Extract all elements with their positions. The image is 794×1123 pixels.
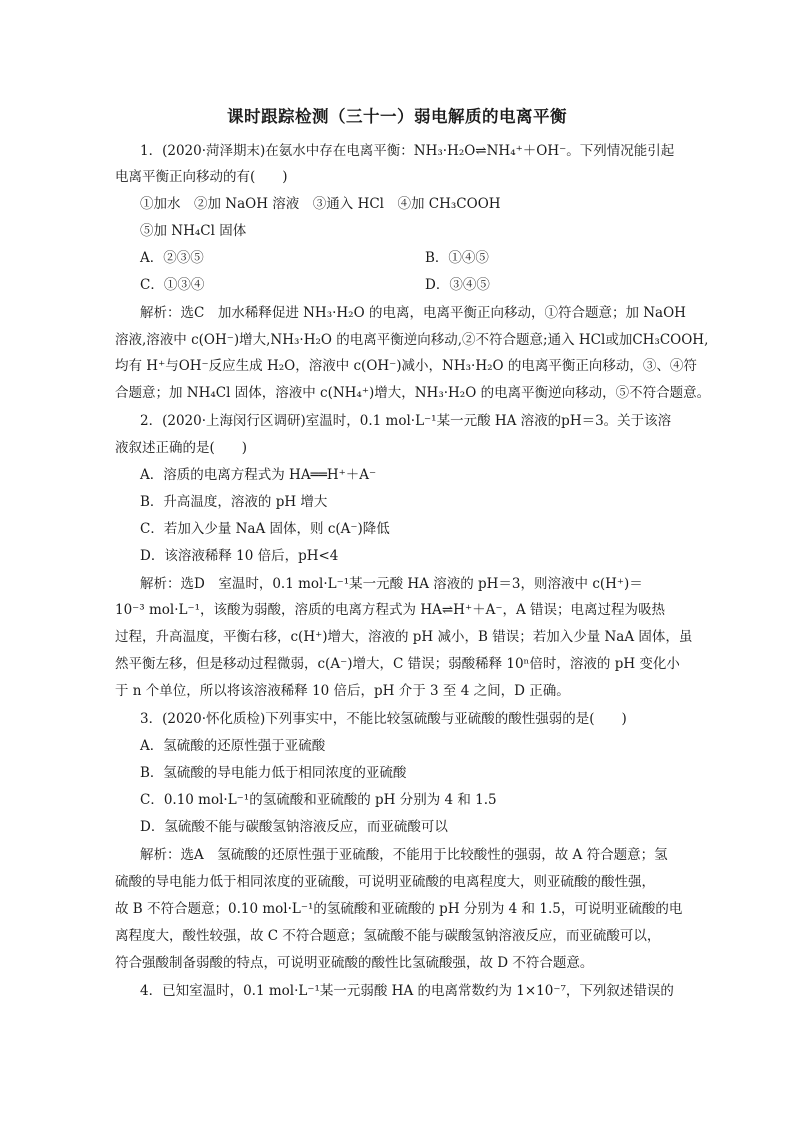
q1-analysis-line-3: 均有 H⁺与OH⁻反应生成 H₂O，溶液中 c(OH⁻)减小，NH₃·H₂O 的电离平衡正向移动，③、④符	[115, 358, 697, 374]
q2-stem-line-1: 2．(2020·上海闵行区调研)室温时，0.1 mol·L⁻¹某一元酸 HA 溶液的pH＝3。关于该溶	[140, 413, 672, 429]
q3-analysis-line-3: 故 B 不符合题意；0.10 mol·L⁻¹的氢硫酸和亚硫酸的 pH 分别为 4 和 1.5，可说明亚硫酸的电	[115, 901, 683, 917]
q1-option-c: C．①③④	[140, 277, 205, 293]
q1-option-b: B．①④⑤	[425, 250, 489, 266]
q3-option-a: A．氢硫酸的还原性强于亚硫酸	[140, 738, 326, 754]
q1-option-a: A．②③⑤	[140, 250, 204, 266]
q1-items-line-1: ①加水 ②加 NaOH 溶液 ③通入 HCl ④加 CH₃COOH	[140, 196, 501, 212]
q1-stem-line-2: 电离平衡正向移动的有( )	[115, 169, 288, 185]
q2-option-c: C．若加入少量 NaA 固体，则 c(A⁻)降低	[140, 521, 390, 537]
q2-stem-line-2: 液叙述正确的是( )	[115, 440, 248, 456]
q3-stem-line-1: 3．(2020·怀化质检)下列事实中，不能比较氢硫酸与亚硫酸的酸性强弱的是( )	[140, 711, 627, 727]
q2-analysis-line-2: 10⁻³ mol·L⁻¹，该酸为弱酸，溶质的电离方程式为 HA⇌H⁺＋A⁻，A 错误；电离过程为吸热	[115, 602, 665, 618]
q1-stem-line-1: 1．(2020·菏泽期末)在氨水中存在电离平衡：NH₃·H₂O⇌NH₄⁺＋OH⁻。下列情况能引起	[140, 143, 675, 159]
q3-analysis-line-2: 硫酸的导电能力低于相同浓度的亚硫酸，可说明亚硫酸的电离程度大，则亚硫酸的酸性强，	[115, 874, 655, 890]
q1-option-d: D．③④⑤	[425, 277, 490, 293]
q2-option-d: D．该溶液稀释 10 倍后，pH<4	[140, 548, 339, 564]
q3-analysis-line-1: 解析：选A 氢硫酸的还原性强于亚硫酸，不能用于比较酸性的强弱，故 A 符合题意；氢	[140, 847, 668, 863]
q3-option-b: B．氢硫酸的导电能力低于相同浓度的亚硫酸	[140, 765, 407, 781]
q3-option-c: C．0.10 mol·L⁻¹的氢硫酸和亚硫酸的 pH 分别为 4 和 1.5	[140, 792, 497, 808]
q1-analysis-line-1: 解析：选C 加水稀释促进 NH₃·H₂O 的电离，电离平衡正向移动，①符合题意；加 NaOH	[140, 305, 686, 321]
q3-option-d: D．氢硫酸不能与碳酸氢钠溶液反应，而亚硫酸可以	[140, 819, 448, 835]
q1-analysis-line-2: 溶液,溶液中 c(OH⁻)增大,NH₃·H₂O 的电离平衡逆向移动,②不符合题意;通入 HCl或加CH₃COOH,	[115, 332, 709, 348]
q2-option-a: A．溶质的电离方程式为 HA══H⁺＋A⁻	[140, 467, 377, 483]
q3-analysis-line-5: 符合强酸制备弱酸的特点，可说明亚硫酸的酸性比氢硫酸强，故 D 不符合题意。	[115, 955, 594, 971]
q2-analysis-line-3: 过程，升高温度，平衡右移，c(H⁺)增大，溶液的 pH 减小，B 错误；若加入少量 NaA 固体，虽	[115, 629, 693, 645]
q4-stem-line-1: 4．已知室温时，0.1 mol·L⁻¹某一元弱酸 HA 的电离常数约为 1×10⁻⁷，下列叙述错误的	[140, 983, 674, 999]
page-title: 课时跟踪检测（三十一）弱电解质的电离平衡	[227, 107, 567, 126]
q1-analysis-line-4: 合题意；加 NH₄Cl 固体，溶液中 c(NH₄⁺)增大，NH₃·H₂O 的电离平衡逆向移动，⑤不符合题意。	[115, 385, 711, 401]
q3-analysis-line-4: 离程度大，酸性较强，故 C 不符合题意；氢硫酸不能与碳酸氢钠溶液反应，而亚硫酸可以，	[115, 928, 661, 944]
q2-analysis-line-4: 然平衡左移，但是移动过程微弱，c(A⁻)增大，C 错误；弱酸稀释 10ⁿ倍时，溶液的 pH 变化小	[115, 656, 680, 672]
q2-analysis-line-1: 解析：选D 室温时，0.1 mol·L⁻¹某一元酸 HA 溶液的 pH＝3，则溶液中 c(H⁺)＝	[140, 576, 643, 592]
q1-items-line-2: ⑤加 NH₄Cl 固体	[140, 223, 247, 239]
q2-option-b: B．升高温度，溶液的 pH 增大	[140, 494, 328, 510]
q2-analysis-line-5: 于 n 个单位，所以将该溶液稀释 10 倍后，pH 介于 3 至 4 之间，D 正确。	[115, 683, 570, 699]
